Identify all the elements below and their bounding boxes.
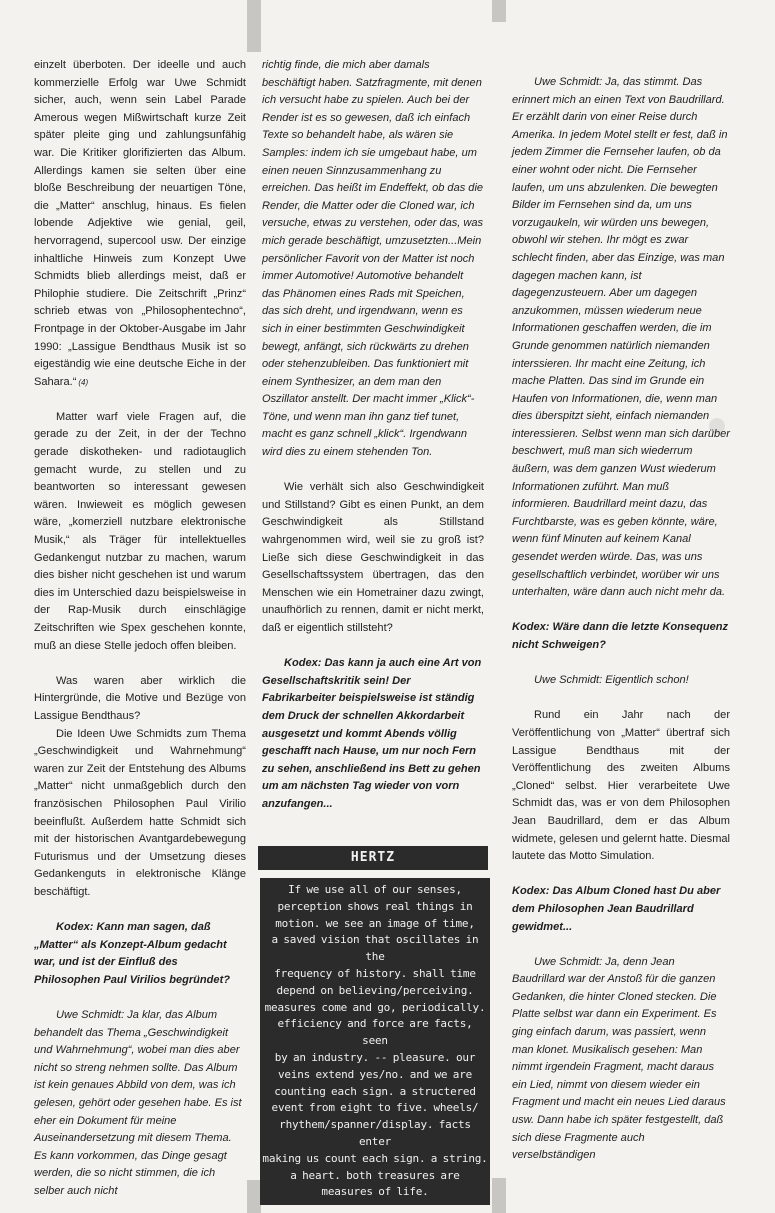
top-tab-right (492, 0, 506, 22)
poem-line: by an industry. -- pleasure. our (274, 1050, 476, 1064)
interview-question: Kodex: Das Album Cloned hast Du aber dem Philosophen Jean Baudrillard gewidmet... (512, 885, 721, 933)
hertz-title: HERTZ (258, 846, 488, 870)
poem-line: measures come and go, periodically. (264, 1000, 486, 1014)
interview-answer: Uwe Schmidt: Ja, denn Jean Baudrillard war der Anstoß für die ganzen Gedanken, die hinter Cloned stecken. Die Platte selbst war dann ein Experiment. Es ging einfach darum, was passiert, wenn man klonet. Musikalisch gesehen: Man nimmt irgendein Fragment, macht daraus ein Lied, nimmt von diesem wieder ein Fragment und macht ein neues Lied daraus usw. Dann habe ich später festgestellt, daß sich diese Fragmente auch verselbständigen (512, 955, 726, 1162)
interview-question: Kodex: Wäre dann die letzte Konsequenz nicht Schweigen? (512, 621, 729, 651)
paragraph-text: einzelt überboten. Der ideelle und auch kommerzielle Erfolg war Uwe Schmidt sicher, auch, wenn sein Label Parade Amerous wegen Mißwirtschaft kurze Zeit später pleite ging und zahlungsunfähig war. Die Kritiker glorifizierten das Album. Allerdings kamen sie selten über eine bloße Beschreibung der neuartigen Töne, die „Matter“ anschlug, hinaus. Es fielen lobende Adjektive wie genial, geil, hervorragend, supercool usw. Der einzige inhaltliche Hinweis zum Konzept Uwe Schmidts blieb allerdings meist, daß er Philophie studiere. Die Zeitschrift „Prinz“ schrieb etwas von „Philosophentechno“, Frontpage in der Oktober-Ausgabe im Jahr 1990: „Lassigue Bendthaus Musik ist so eigeständig wie eine deutsche Eiche in der Sahara.“ (34, 59, 246, 388)
interview-question: Kodex: Kann man sagen, daß „Matter“ als Konzept-Album gedacht war, und ist der Einfluß des Philosophen Paul Virilios begründet? (34, 921, 230, 986)
poem-line: a heart. both treasures are (290, 1168, 460, 1182)
poem-line: a saved vision that oscillates in the (271, 933, 479, 964)
bottom-tab-right (492, 1178, 506, 1213)
body-paragraph: Wie verhält sich also Geschwindigkeit und Stillstand? Gibt es einen Punkt, an dem Geschwindigkeit als Stillstand wahrgenommen wird, weil sie zu groß ist? Ließe sich diese Geschwindigkeit in das Gesellschaftssystem übertragen, das den Menschen wie ein Hometrainer dazu zwingt, unaufhörlich zu rennen, damit er nicht merkt, daß er eigentlich stillsteht? (262, 481, 484, 634)
body-paragraph: Die Ideen Uwe Schmidts zum Thema „Geschwindigkeit und Wahrnehmung“ waren zur Zeit der Entstehung des Albums „Matter“ nicht unmaßgeblich durch den französischen Philosophen Paul Virilio beeinflußt. Außerdem hatte Schmidt sich mit der historischen Avantgardebewegung Futurismus und der Umsetzung dieses Gedankenguts in elektronische Klänge beschäftigt. (34, 727, 246, 898)
bottom-tab-left (247, 1180, 261, 1213)
column-right (512, 57, 730, 1165)
interview-answer: Uwe Schmidt: Ja, das stimmt. Das erinnert mich an einen Text von Baudrillard. Er erzählt darin von einer Reise durch Amerika. In jedem Motel stellt er fest, daß in jedem Zimmer die Fernseher laufen, ob da einer wohnt oder nicht. Die Fernseher laufen, um uns abzulenken. Die bewegten Bilder im Fernsehen sind da, um uns vorzugaukeln, wir würden uns bewegen, obwohl wir stehen. Ihr mögt es zwar schlecht finden, aber das Einzige, was man dagegen machen kann, ist dagegenzusteuern. Aber um dagegen anzukommen, müssen wiederum neue Informationen geschaffen werden, die im Grunde genommen natürlich niemanden interssieren. Ihr macht eine Zeitung, ich mache Platten. Das sind im Grunde ein Haufen von Informationen, die, wenn man dies überspitzt sieht, einfach niemanden interessieren. Selbst wenn man sich darüber beschwert, muß man sich wiederrum äußern, was dem ganzen Wust wiederum Informationen zuführt. Man muß informieren. Baudrillard meint dazu, das Furchtbarste, was es geben könnte, wäre, wenn fünf Minuten auf keinem Kanal gesendet werden würde. Das, was uns gesellschaftlich verbindet, worüber wir uns unterhalten, wäre dann auch nicht mehr da. (512, 76, 730, 599)
poem-line: efficiency and force are facts, seen (277, 1017, 473, 1048)
poem-line: If we use all of our senses, (288, 883, 462, 896)
poem-line: frequency of history. shall time (274, 966, 476, 980)
poem-line: measures of life. (321, 1185, 429, 1199)
poem-line: motion. we see an image of time, (275, 916, 475, 930)
poem-line: veins extend yes/no. and we are (277, 1067, 473, 1081)
poem-line: rhythem/spanner/display. facts enter (279, 1118, 471, 1148)
body-paragraph: Was waren aber wirklich die Hintergründe, die Motive und Bezüge von Lassigue Bendthaus? (34, 674, 246, 722)
column-left (34, 57, 246, 1201)
footnote-mark: (4) (78, 377, 89, 387)
body-paragraph (34, 57, 246, 391)
interview-question: Kodex: Das kann ja auch eine Art von Gesellschaftskritik sein! Der Fabrikarbeiter beispielsweise ist ständig dem Druck der schnellen Akkordarbeit ausgesetzt und kommt Abends völlig geschafft nach Hause, um nur noch Fern zu sehen, anschließend ins Bett zu gehen um am nächsten Tag wieder von vorn anzufangen... (262, 657, 482, 810)
interview-answer: Uwe Schmidt: Ja klar, das Album behandelt das Thema „Geschwindigkeit und Wahrnehmung“, wobei man dies aber nicht so streng nehmen sollte. Das Album ist kein genaues Abbild von dem, was ich gelesen, gehört oder gesehen habe. Es ist eher ein Dokument für meine Auseinandersetzung mit diesem Thema. Es kann vorkommen, das Dinge gesagt werden, die so nicht stimmen, die ich selber auch nicht (34, 1009, 242, 1197)
poem-line: counting each sign. a structered (274, 1084, 476, 1098)
body-paragraph: Matter warf viele Fragen auf, die gerade zu der Zeit, in der der Techno gerade diskotheken- und radiotauglich gemacht wurde, zu stellen und zu beantworten so interessant gewesen wären. Inwieweit es möglich gewesen wäre, „komerziell nutzbare elektronische Musik,“ als Träger für intellektuelles Gedankengut nutzbar zu machen, warum dies bisher nicht geschehen ist und warum dies im Unterschied dazu beispielsweise in der Rap-Musik durch einschlägige Zeitschriften wie Spex geschehen konnte, muß an diese Stelle jedoch offen bleiben. (34, 410, 246, 652)
top-tab-left (247, 0, 261, 52)
poem-line: perception shows real things in (277, 899, 473, 913)
column-middle (262, 57, 484, 814)
interview-answer: Uwe Schmidt: Eigentlich schon! (534, 674, 689, 687)
poem-line: depend on believing/perceiving. (276, 983, 474, 997)
poem-line: event from eight to five. wheels/ (271, 1101, 479, 1115)
hertz-poem (260, 878, 490, 1205)
interview-answer: richtig finde, die mich aber damals beschäftigt haben. Satzfragmente, mit denen ich versucht habe zu spielen. Auch bei der Render ist es so gewesen, daß ich einfach Texte so behandelt habe, als wären sie Samples: indem ich sie umgebaut habe, um einen neuen Sinnzusammenhang zu erreichen. Das heißt im Endeffekt, ob das die Render, die Matter oder die Cloned war, ich versuche, etwas zu verstehen, oder das, was mich gerade beschäftigt, umzusetzten...Mein persönlicher Favorit von der Matter ist noch immer Automotive! Automotive behandelt das Phänomen eines Rads mit Speichen, das sich dreht, und irgendwann, wenn es sich in einer bestimmten Geschwindigkeit bewegt, anfängt, sich rückwärts zu drehen oder stehenzubleiben. Das funktioniert mit einem Synthesizer, an dem man den Oszillator anstellt. Der macht immer „Klick“-Töne, und wenn man ihn ganz tief tunet, macht es ganz schnell „klick“. Irgendwann wird dies zu einem stehenden Ton. (262, 59, 484, 459)
poem-line: making us count each sign. a string. (262, 1151, 488, 1165)
body-paragraph: Rund ein Jahr nach der Veröffentlichung von „Matter“ übertraf sich Lassigue Bendthaus mit der Veröffentlichung des zweiten Albums „Cloned“ selbst. Hier verarbeitete Uwe Schmidt das, was er von dem Philosophen Jean Baudrillard, dem er das Album widmete, gelesen und gelernt hatte. Diesmal lautete das Motto Simulation. (512, 709, 730, 863)
